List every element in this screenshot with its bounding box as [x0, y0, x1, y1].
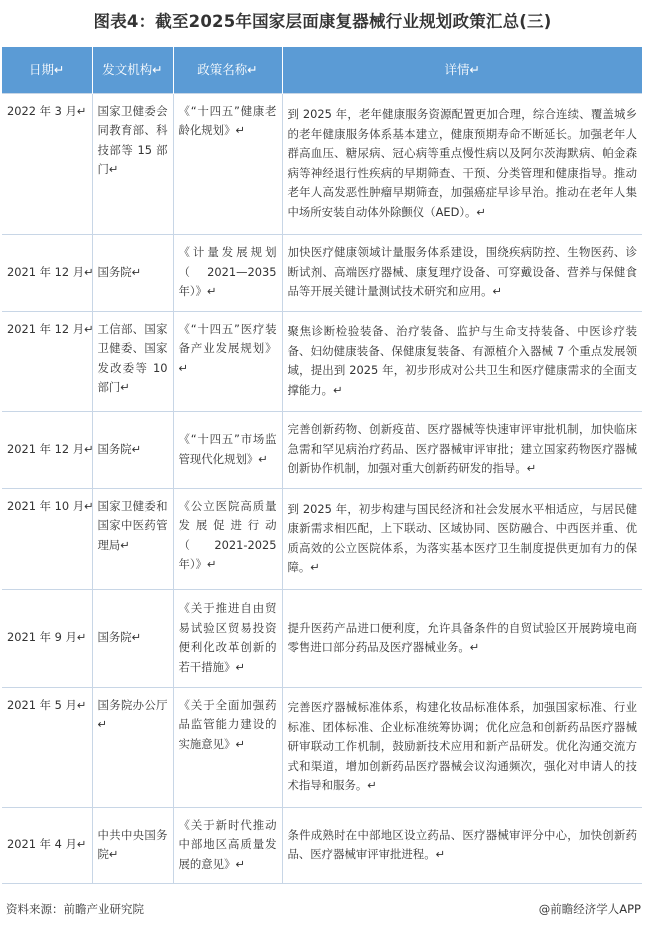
table-row	[2, 488, 642, 589]
column-header-policy-name: 政策名称↵	[173, 47, 282, 93]
row-org: 国家卫健委会同教育部、科技部等 15 部门↵	[92, 93, 173, 234]
table-row	[2, 687, 642, 807]
row-org: 国务院办公厅↵	[92, 687, 173, 807]
table-row	[2, 311, 642, 411]
row-org: 国务院↵	[92, 411, 173, 488]
row-detail: 加快医疗健康领域计量服务体系建设，围绕疾病防控、生物医药、诊断试剂、高端医疗器械、康复理疗设备、可穿戴设备、营养与保健食品等开展关键计量测试技术研究和应用。↵	[282, 234, 642, 311]
table-row	[2, 234, 642, 311]
page-title: 图表4：截至2025年国家层面康复器械行业规划政策汇总(三)	[93, 12, 552, 31]
row-date: 2021 年 5 月↵	[2, 687, 92, 807]
row-date: 2021 年 12 月↵	[2, 411, 92, 488]
row-date: 2022 年 3 月↵	[2, 93, 92, 234]
row-detail: 完善医疗器械标准体系，构建化妆品标准体系，加强国家标准、行业标准、团体标准、企业标准统筹协调；优化应急和创新药品医疗器械研审联动工作机制，鼓励新技术应用和新产品研发。优化沟通交流方式和渠道，增加创新药品医疗器械会议沟通频次，强化对申请人的技术指导和服务。↵	[282, 687, 642, 807]
row-policy-name: 《关于推进自由贸易试验区贸易投资便利化改革创新的若干措施》↵	[173, 589, 282, 687]
row-policy-name: 《“十四五”医疗装备产业发展规划》↵	[173, 311, 282, 411]
row-org: 中共中央国务院↵	[92, 807, 173, 883]
row-org: 国务院↵	[92, 234, 173, 311]
row-detail: 聚焦诊断检验装备、治疗装备、监护与生命支持装备、中医诊疗装备、妇幼健康装备、保健康复装备、有源植介入器械 7 个重点发展领域，提出到 2025 年，初步形成对公共卫生和医疗健康需求的全面支撑能力。↵	[282, 311, 642, 411]
row-policy-name: 《“十四五”健康老龄化规划》↵	[173, 93, 282, 234]
row-detail: 完善创新药物、创新疫苗、医疗器械等快速审评审批机制，加快临床急需和罕见病治疗药品、医疗器械审评审批；建立国家药物医疗器械创新协作机制，加强对重大创新药研发的指导。↵	[282, 411, 642, 488]
row-policy-name: 《“十四五”市场监管现代化规划》↵	[173, 411, 282, 488]
row-date: 2021 年 9 月↵	[2, 589, 92, 687]
row-date: 2021 年 12 月↵	[2, 234, 92, 311]
row-detail: 提升医药产品进口便利度，允许具备条件的自贸试验区开展跨境电商零售进口部分药品及医疗器械业务。↵	[282, 589, 642, 687]
table-row	[2, 411, 642, 488]
table-header-row	[2, 47, 642, 93]
table-row	[2, 93, 642, 234]
row-org: 国务院↵	[92, 589, 173, 687]
row-org: 国家卫健委和国家中医药管理局↵	[92, 488, 173, 589]
row-org: 工信部、国家卫健委、国家发改委等 10 部门↵	[92, 311, 173, 411]
row-policy-name: 《关于新时代推动中部地区高质量发展的意见》↵	[173, 807, 282, 883]
row-policy-name: 《公立医院高质量发展促进行动（2021-2025 年）》↵	[173, 488, 282, 589]
column-header-detail: 详情↵	[282, 47, 642, 93]
row-policy-name: 《关于全面加强药品监管能力建设的实施意见》↵	[173, 687, 282, 807]
row-detail: 到 2025 年，老年健康服务资源配置更加合理，综合连续、覆盖城乡的老年健康服务体系基本建立，健康预期寿命不断延长。加强老年人群高血压、糖尿病、冠心病等重点慢性病以及阿尔茨海默病、帕金森病等神经退行性疾病的早期筛查、干预、分类管理和健康指导。推动老年人高发恶性肿瘤早期筛查，加强癌症早诊早治。推动在老年人集中场所安装自动体外除颤仪（AED）。↵	[282, 93, 642, 234]
table-row	[2, 807, 642, 883]
row-detail: 到 2025 年，初步构建与国民经济和社会发展水平相适应，与居民健康新需求相匹配，上下联动、区域协同、医防融合、中西医并重、优质高效的公立医院体系，为落实基本医疗卫生制度提供更加有力的保障。↵	[282, 488, 642, 589]
policy-table	[2, 47, 642, 884]
source-note: 资料来源：前瞻产业研究院	[6, 902, 144, 916]
table-row	[2, 589, 642, 687]
row-date: 2021 年 10 月↵	[2, 488, 92, 589]
row-date: 2021 年 4 月↵	[2, 807, 92, 883]
column-header-org: 发文机构↵	[92, 47, 173, 93]
row-detail: 条件成熟时在中部地区设立药品、医疗器械审评分中心，加快创新药品、医疗器械审评审批进程。↵	[282, 807, 642, 883]
row-policy-name: 《计量发展规划（2021—2035 年）》↵	[173, 234, 282, 311]
row-date: 2021 年 12 月↵	[2, 311, 92, 411]
publisher-credit: @前瞻经济学人APP	[538, 902, 641, 916]
column-header-date: 日期↵	[2, 47, 92, 93]
